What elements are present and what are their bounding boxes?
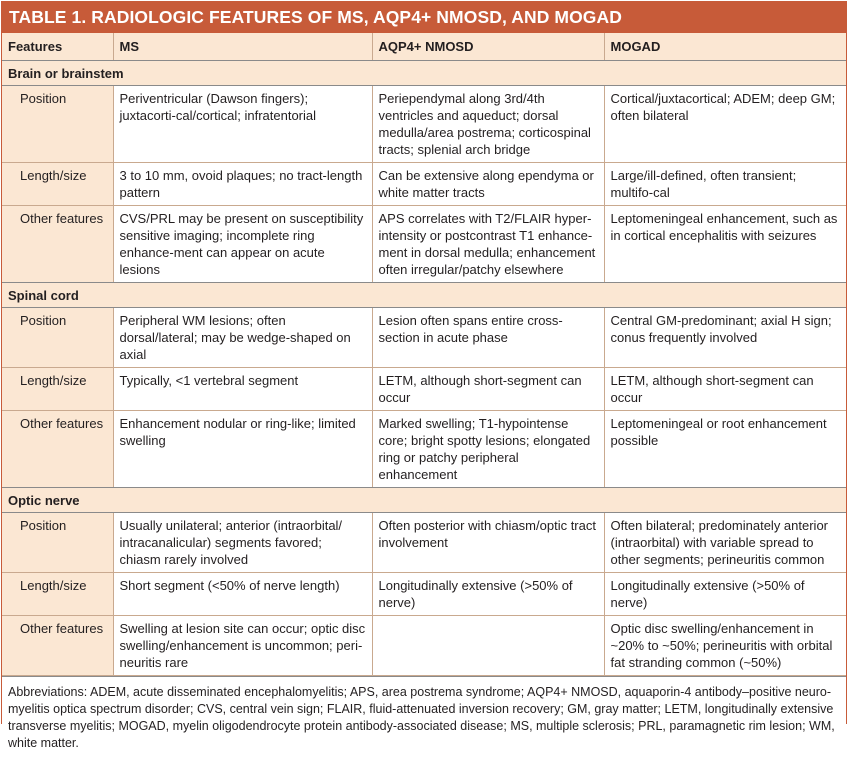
mogad-cell: LETM, although short-segment can occur (604, 368, 846, 411)
nmosd-cell: APS correlates with T2/FLAIR hyper-intensity or postcontrast T1 enhance-ment in dorsal medulla; enhancement often irregular/patchy elsewhere (372, 206, 604, 283)
mogad-cell: Longitudinally extensive (>50% of nerve) (604, 573, 846, 616)
ms-cell: CVS/PRL may be present on susceptibility sensitive imaging; incomplete ring enhance-ment can appear on acute lesions (113, 206, 372, 283)
mogad-cell: Often bilateral; predominately anterior (intraorbital) with variable spread to other segments; perineuritis common (604, 513, 846, 573)
mogad-cell: Leptomeningeal enhancement, such as in cortical encephalitis with seizures (604, 206, 846, 283)
feature-cell: Position (2, 513, 113, 573)
table-row (2, 206, 846, 283)
feature-cell: Position (2, 86, 113, 163)
ms-cell: Enhancement nodular or ring-like; limited swelling (113, 411, 372, 488)
section-optic: Optic nerve (2, 488, 846, 513)
section-spinal: Spinal cord (2, 283, 846, 308)
features-table (2, 33, 846, 676)
header-row (2, 33, 846, 61)
feature-cell: Length/size (2, 573, 113, 616)
section-brain: Brain or brainstem (2, 61, 846, 86)
ms-cell: Usually unilateral; anterior (intraorbital/ intracanalicular) segments favored; chiasm rarely involved (113, 513, 372, 573)
table-row (2, 513, 846, 573)
abbreviations-note: Abbreviations: ADEM, acute disseminated encephalomyelitis; APS, area postrema syndrome; AQP4+ NMOSD, aquaporin-4 antibody–positive neuro-myelitis optica spectrum disorder; CVS, central vein sign; FLAIR, fluid-attenuated inversion recovery; GM, gray matter; LETM, longitudinally extensive transverse myelitis; MOGAD, myelin oligodendrocyte protein antibody-associated disease; MS, multiple sclerosis; PRL, paramagnetic rim lesion; WM, white matter. (2, 676, 846, 759)
table-row (2, 616, 846, 676)
header-features: Features (2, 33, 113, 61)
feature-cell: Other features (2, 206, 113, 283)
nmosd-cell: Marked swelling; T1-hypointense core; bright spotty lesions; elongated ring or patchy peripheral enhancement (372, 411, 604, 488)
table-title: TABLE 1. RADIOLOGIC FEATURES OF MS, AQP4+ NMOSD, AND MOGAD (2, 2, 846, 33)
feature-cell: Length/size (2, 163, 113, 206)
feature-cell: Other features (2, 411, 113, 488)
ms-cell: Peripheral WM lesions; often dorsal/lateral; may be wedge-shaped on axial (113, 308, 372, 368)
table-row (2, 163, 846, 206)
ms-cell: Periventricular (Dawson fingers); juxtacorti-cal/cortical; infratentorial (113, 86, 372, 163)
ms-cell: Swelling at lesion site can occur; optic disc swelling/enhancement is uncommon; peri-neuritis rare (113, 616, 372, 676)
nmosd-cell: Often posterior with chiasm/optic tract involvement (372, 513, 604, 573)
mogad-cell: Central GM-predominant; axial H sign; conus frequently involved (604, 308, 846, 368)
table-row (2, 308, 846, 368)
feature-cell: Other features (2, 616, 113, 676)
nmosd-cell: Can be extensive along ependyma or white matter tracts (372, 163, 604, 206)
nmosd-cell: Lesion often spans entire cross-section in acute phase (372, 308, 604, 368)
nmosd-cell: LETM, although short-segment can occur (372, 368, 604, 411)
nmosd-cell: Periependymal along 3rd/4th ventricles and aqueduct; dorsal medulla/area postrema; corticospinal tracts; splenial arch bridge (372, 86, 604, 163)
feature-cell: Position (2, 308, 113, 368)
mogad-cell: Cortical/juxtacortical; ADEM; deep GM; often bilateral (604, 86, 846, 163)
mogad-cell: Optic disc swelling/enhancement in ~20% to ~50%; perineuritis with orbital fat stranding common (~50%) (604, 616, 846, 676)
table-row (2, 368, 846, 411)
nmosd-cell (372, 616, 604, 676)
ms-cell: Typically, <1 vertebral segment (113, 368, 372, 411)
ms-cell: Short segment (<50% of nerve length) (113, 573, 372, 616)
table-row (2, 573, 846, 616)
mogad-cell: Leptomeningeal or root enhancement possible (604, 411, 846, 488)
header-nmosd: AQP4+ NMOSD (372, 33, 604, 61)
table-row (2, 86, 846, 163)
table-row (2, 411, 846, 488)
header-mogad: MOGAD (604, 33, 846, 61)
header-ms: MS (113, 33, 372, 61)
feature-cell: Length/size (2, 368, 113, 411)
nmosd-cell: Longitudinally extensive (>50% of nerve) (372, 573, 604, 616)
ms-cell: 3 to 10 mm, ovoid plaques; no tract-length pattern (113, 163, 372, 206)
mogad-cell: Large/ill-defined, often transient; multifo-cal (604, 163, 846, 206)
table-container (1, 1, 847, 750)
